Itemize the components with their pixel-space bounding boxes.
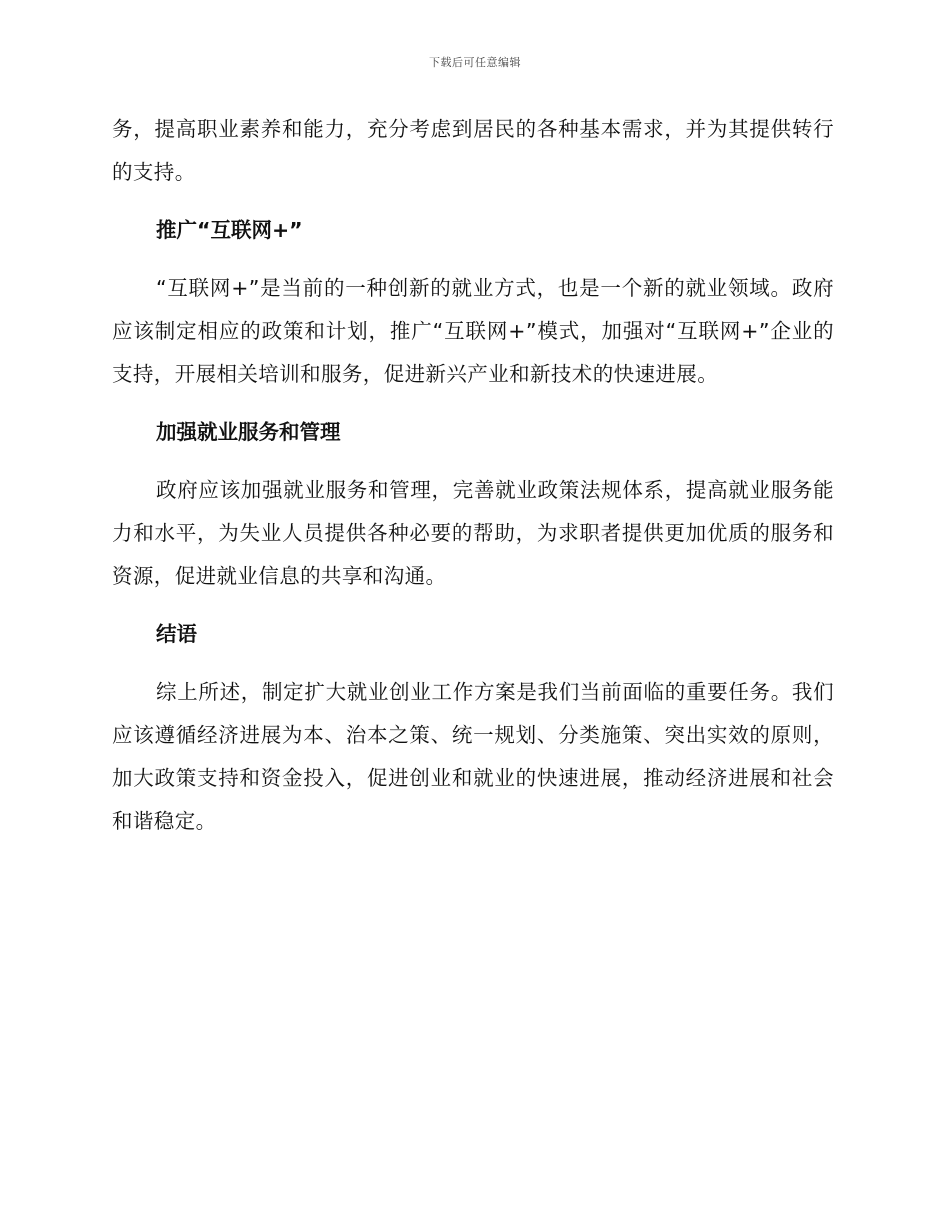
section-heading-internet-plus: 推广“互联网+” — [156, 218, 303, 242]
page-header: 下载后可任意编辑 — [429, 56, 521, 69]
section-body-employment-service: 政府应该加强就业服务和管理，完善就业政策法规体系，提高就业服务能力和水平，为失业人员提供各种必要的帮助，为求职者提供更加优质的服务和资源，促进就业信息的共享和沟通。 — [112, 478, 834, 588]
document-body — [112, 108, 834, 843]
section-heading-employment-service: 加强就业服务和管理 — [156, 420, 341, 444]
section-body-internet-plus: “互联网+”是当前的一种创新的就业方式，也是一个新的就业领域。政府应该制定相应的政策和计划，推广“互联网+”模式，加强对“互联网+”企业的支持，开展相关培训和服务，促进新兴产业和新技术的快速进展。 — [112, 276, 834, 386]
continuation-paragraph: 务，提高职业素养和能力，充分考虑到居民的各种基本需求，并为其提供转行的支持。 — [112, 117, 834, 184]
section-body-conclusion: 综上所述，制定扩大就业创业工作方案是我们当前面临的重要任务。我们应该遵循经济进展为本、治本之策、统一规划、分类施策、突出实效的原则，加大政策支持和资金投入，促进创业和就业的快速进展，推动经济进展和社会和谐稳定。 — [112, 680, 834, 833]
section-heading-conclusion: 结语 — [156, 622, 197, 646]
